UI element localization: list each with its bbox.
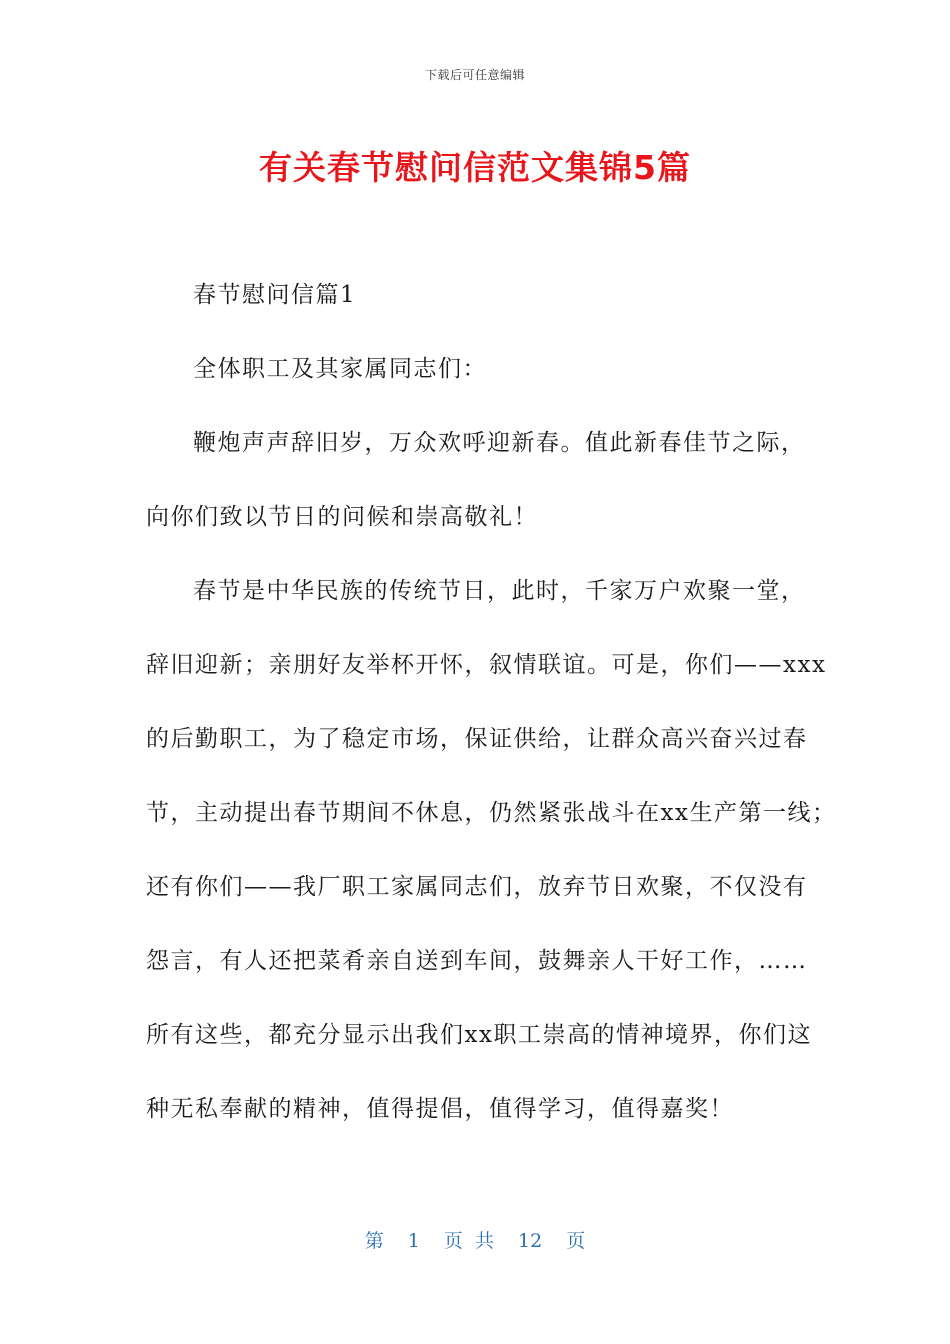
paragraph-line: 节，主动提出春节期间不休息，仍然紧张战斗在xx生产第一线； [146,800,837,826]
paragraph-line: 鞭炮声声辞旧岁，万众欢呼迎新春。值此新春佳节之际， [193,430,806,456]
page-current: 1 [407,1230,420,1252]
page-number-footer [0,1226,950,1253]
header-note: 下载后可任意编辑 [424,68,525,82]
section-heading: 春节慰问信篇1 [193,282,357,308]
salutation: 全体职工及其家属同志们： [193,356,487,382]
paragraph-line: 还有你们——我厂职工家属同志们，放弃节日欢聚，不仅没有 [146,874,808,900]
paragraph-line: 春节是中华民族的传统节日，此时，千家万户欢聚一堂， [193,578,806,604]
page-mid: 页 共 [443,1230,494,1252]
paragraph-line: 的后勤职工，为了稳定市场，保证供给，让群众高兴奋兴过春 [146,726,808,752]
paragraph-line: 怨言，有人还把菜肴亲自送到车间，鼓舞亲人干好工作，…… [146,948,808,974]
paragraph-line: 向你们致以节日的问候和崇高敬礼！ [146,504,538,530]
paragraph-line: 所有这些，都充分显示出我们xx职工崇高的情神境界，你们这 [146,1022,812,1048]
paragraph-line: 种无私奉献的精神，值得提倡，值得学习，值得嘉奖！ [146,1096,734,1122]
paragraph-line: 辞旧迎新；亲朋好友举杯开怀，叙情联谊。可是，你们——xxx [146,652,827,678]
page-suffix: 页 [566,1230,586,1252]
page-total: 12 [518,1230,543,1252]
document-body [146,277,837,1165]
document-title: 有关春节慰问信范文集锦5篇 [259,148,691,187]
page-prefix: 第 [364,1230,384,1252]
